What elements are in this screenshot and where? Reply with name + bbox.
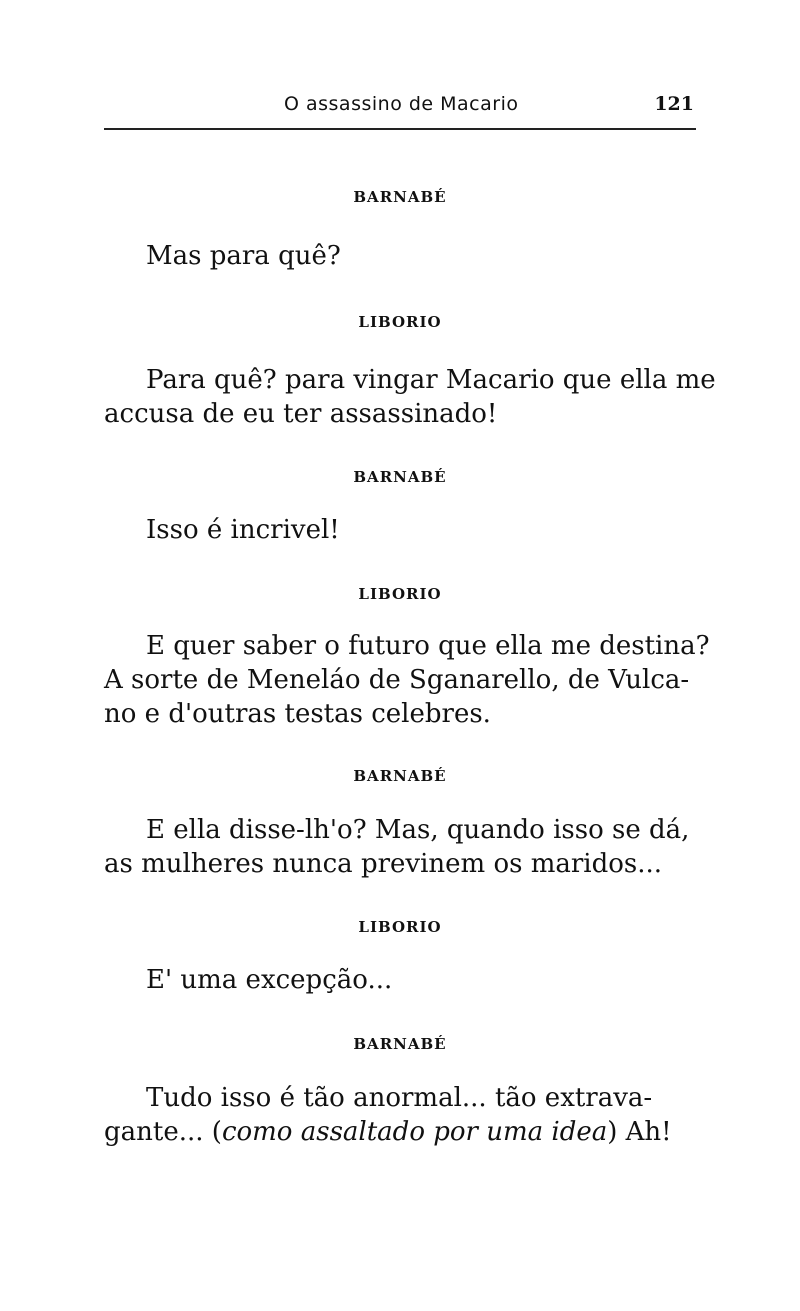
speaker-name: BARNABÉ <box>353 1035 447 1053</box>
speaker-name: LIBORIO <box>358 585 442 603</box>
speaker-name: BARNABÉ <box>353 188 447 206</box>
dialogue-line: E quer saber o futuro que ella me destina? <box>146 631 710 661</box>
speaker-name: BARNABÉ <box>353 468 447 486</box>
speaker-name: LIBORIO <box>358 918 442 936</box>
dialogue-line: A sorte de Meneláo de Sganarello, de Vulca- <box>104 665 690 695</box>
stage-direction: como assaltado por uma idea <box>221 1117 608 1147</box>
dialogue-line: E ella disse-lh'o? Mas, quando isso se dá, <box>146 815 690 845</box>
line-text: ) Ah! <box>607 1117 672 1147</box>
header-rule <box>104 128 696 130</box>
dialogue-line: Tudo isso é tão anormal... tão extrava- <box>146 1083 653 1113</box>
dialogue-line <box>104 1116 696 1148</box>
dialogue-line: Isso é incrivel! <box>146 515 340 545</box>
dialogue-line: E' uma excepção... <box>146 965 393 995</box>
running-title: O assassino de Macario <box>284 93 519 115</box>
dialogue-line: as mulheres nunca previnem os maridos... <box>104 849 663 879</box>
page-header <box>104 93 696 123</box>
page-number: 121 <box>654 93 694 115</box>
dialogue-line: Para quê? para vingar Macario que ella me <box>146 365 716 395</box>
dialogue-line: Mas para quê? <box>146 241 341 271</box>
line-text: gante... ( <box>104 1117 222 1147</box>
speaker-name: LIBORIO <box>358 313 442 331</box>
dialogue-line: accusa de eu ter assassinado! <box>104 399 498 429</box>
dialogue-line: no e d'outras testas celebres. <box>104 699 491 729</box>
speaker-name: BARNABÉ <box>353 767 447 785</box>
